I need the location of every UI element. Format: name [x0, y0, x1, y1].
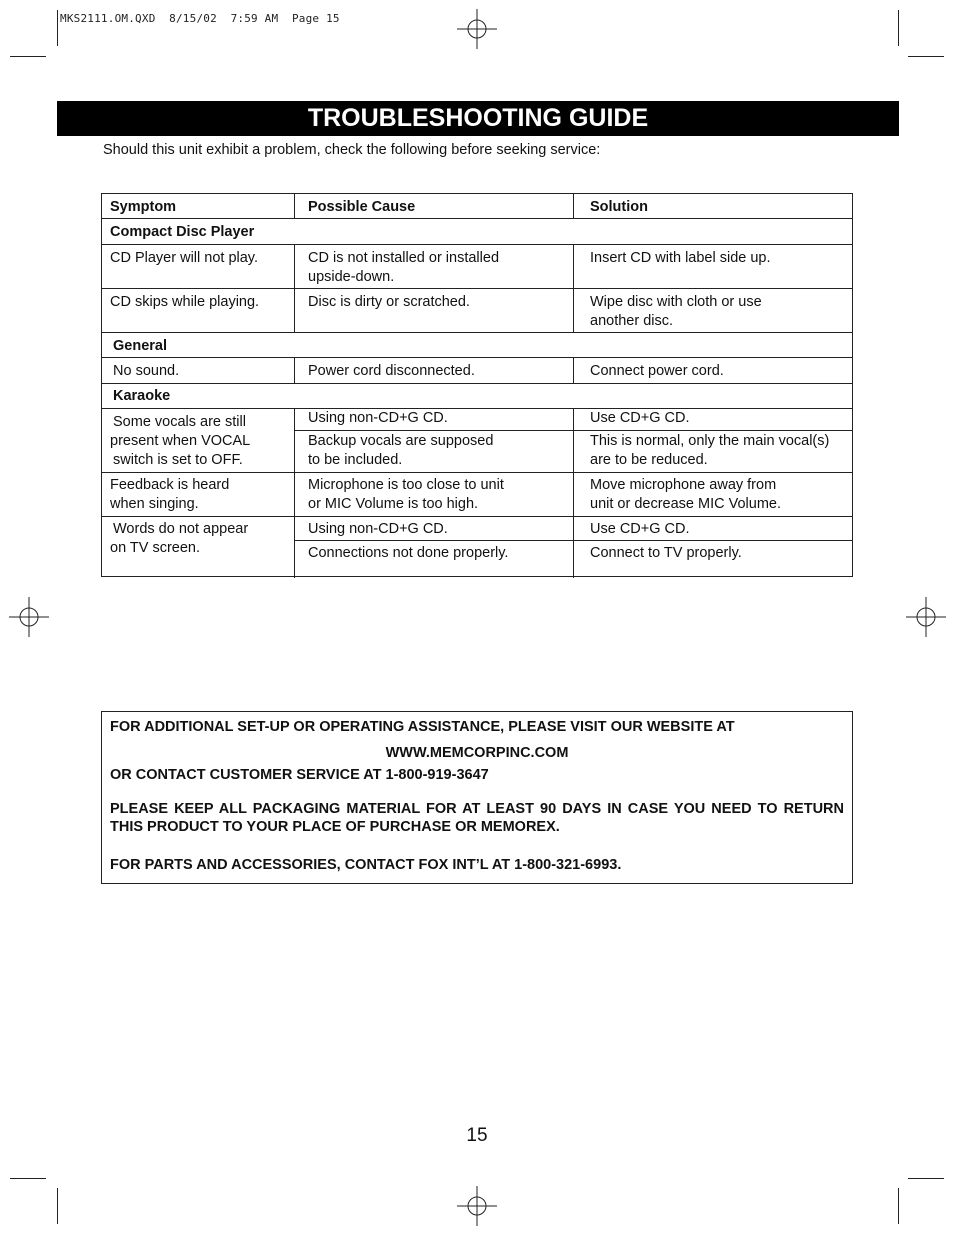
section-heading: Compact Disc Player: [110, 224, 255, 240]
cause-cell: CD is not installed or installed upside-down.: [308, 250, 500, 285]
header-symptom: Symptom: [110, 199, 177, 215]
cause-cell: Power cord disconnected.: [308, 363, 475, 379]
section-heading: Karaoke: [113, 388, 171, 404]
intro-text: Should this unit exhibit a problem, check the following before seeking service:: [103, 142, 601, 158]
cause-cell: Using non-CD+G CD.: [308, 521, 448, 537]
crop-mark: [57, 10, 58, 46]
assistance-box: [101, 711, 853, 884]
section-heading: General: [113, 338, 167, 354]
cause-cell: Microphone is too close to unit or MIC Volume is too high.: [308, 477, 504, 512]
header-solution: Solution: [590, 199, 648, 215]
symptom-cell: Some vocals are still present when VOCAL switch is set to OFF.: [110, 414, 251, 468]
symptom-cell: CD skips while playing.: [110, 294, 260, 310]
solution-cell: Connect power cord.: [590, 363, 724, 379]
crop-mark: [57, 1188, 58, 1224]
crop-mark: [908, 1178, 944, 1179]
website-address: WWW.MEMCORPINC.COM: [385, 745, 569, 761]
cause-cell: Using non-CD+G CD.: [308, 410, 448, 426]
solution-cell: Move microphone away from unit or decrease MIC Volume.: [590, 477, 782, 512]
solution-cell: This is normal, only the main vocal(s) are to be reduced.: [590, 433, 830, 468]
cause-cell: Backup vocals are supposed to be included.: [308, 433, 494, 468]
page-title: TROUBLESHOOTING GUIDE: [57, 101, 899, 136]
troubleshooting-table: [101, 193, 853, 577]
customer-service-line: OR CONTACT CUSTOMER SERVICE AT 1-800-919-3647: [110, 767, 489, 783]
crop-mark: [898, 1188, 899, 1224]
crop-mark: [10, 56, 46, 57]
solution-cell: Wipe disc with cloth or use another disc.: [590, 294, 762, 329]
symptom-cell: No sound.: [113, 363, 180, 379]
registration-mark-icon: [906, 597, 946, 637]
parts-contact-line: FOR PARTS AND ACCESSORIES, CONTACT FOX INT’L AT 1-800-321-6993.: [110, 857, 622, 873]
crop-mark: [10, 1178, 46, 1179]
printer-slug: MKS2111.OM.QXD 8/15/02 7:59 AM Page 15: [60, 12, 340, 25]
header-possible-cause: Possible Cause: [308, 199, 416, 215]
assistance-website-line: FOR ADDITIONAL SET-UP OR OPERATING ASSISTANCE, PLEASE VISIT OUR WEBSITE AT: [110, 719, 735, 735]
solution-cell: Insert CD with label side up.: [590, 250, 771, 266]
symptom-cell: Feedback is heard when singing.: [110, 477, 230, 512]
symptom-cell: CD Player will not play.: [110, 250, 259, 266]
symptom-cell: Words do not appear on TV screen.: [110, 521, 249, 556]
cause-cell: Connections not done properly.: [308, 545, 509, 561]
page-number: 15: [466, 1125, 488, 1146]
registration-mark-icon: [9, 597, 49, 637]
packaging-notice: PLEASE KEEP ALL PACKAGING MATERIAL FOR AT LEAST 90 DAYS IN CASE YOU NEED TO RETURN THIS PRODUCT TO YOUR PLACE OF PURCHASE OR MEMOREX.: [110, 801, 844, 835]
solution-cell: Use CD+G CD.: [590, 521, 690, 537]
registration-mark-icon: [457, 9, 497, 49]
solution-cell: Connect to TV properly.: [590, 545, 742, 561]
registration-mark-icon: [457, 1186, 497, 1226]
crop-mark: [908, 56, 944, 57]
solution-cell: Use CD+G CD.: [590, 410, 690, 426]
cause-cell: Disc is dirty or scratched.: [308, 294, 470, 310]
crop-mark: [898, 10, 899, 46]
